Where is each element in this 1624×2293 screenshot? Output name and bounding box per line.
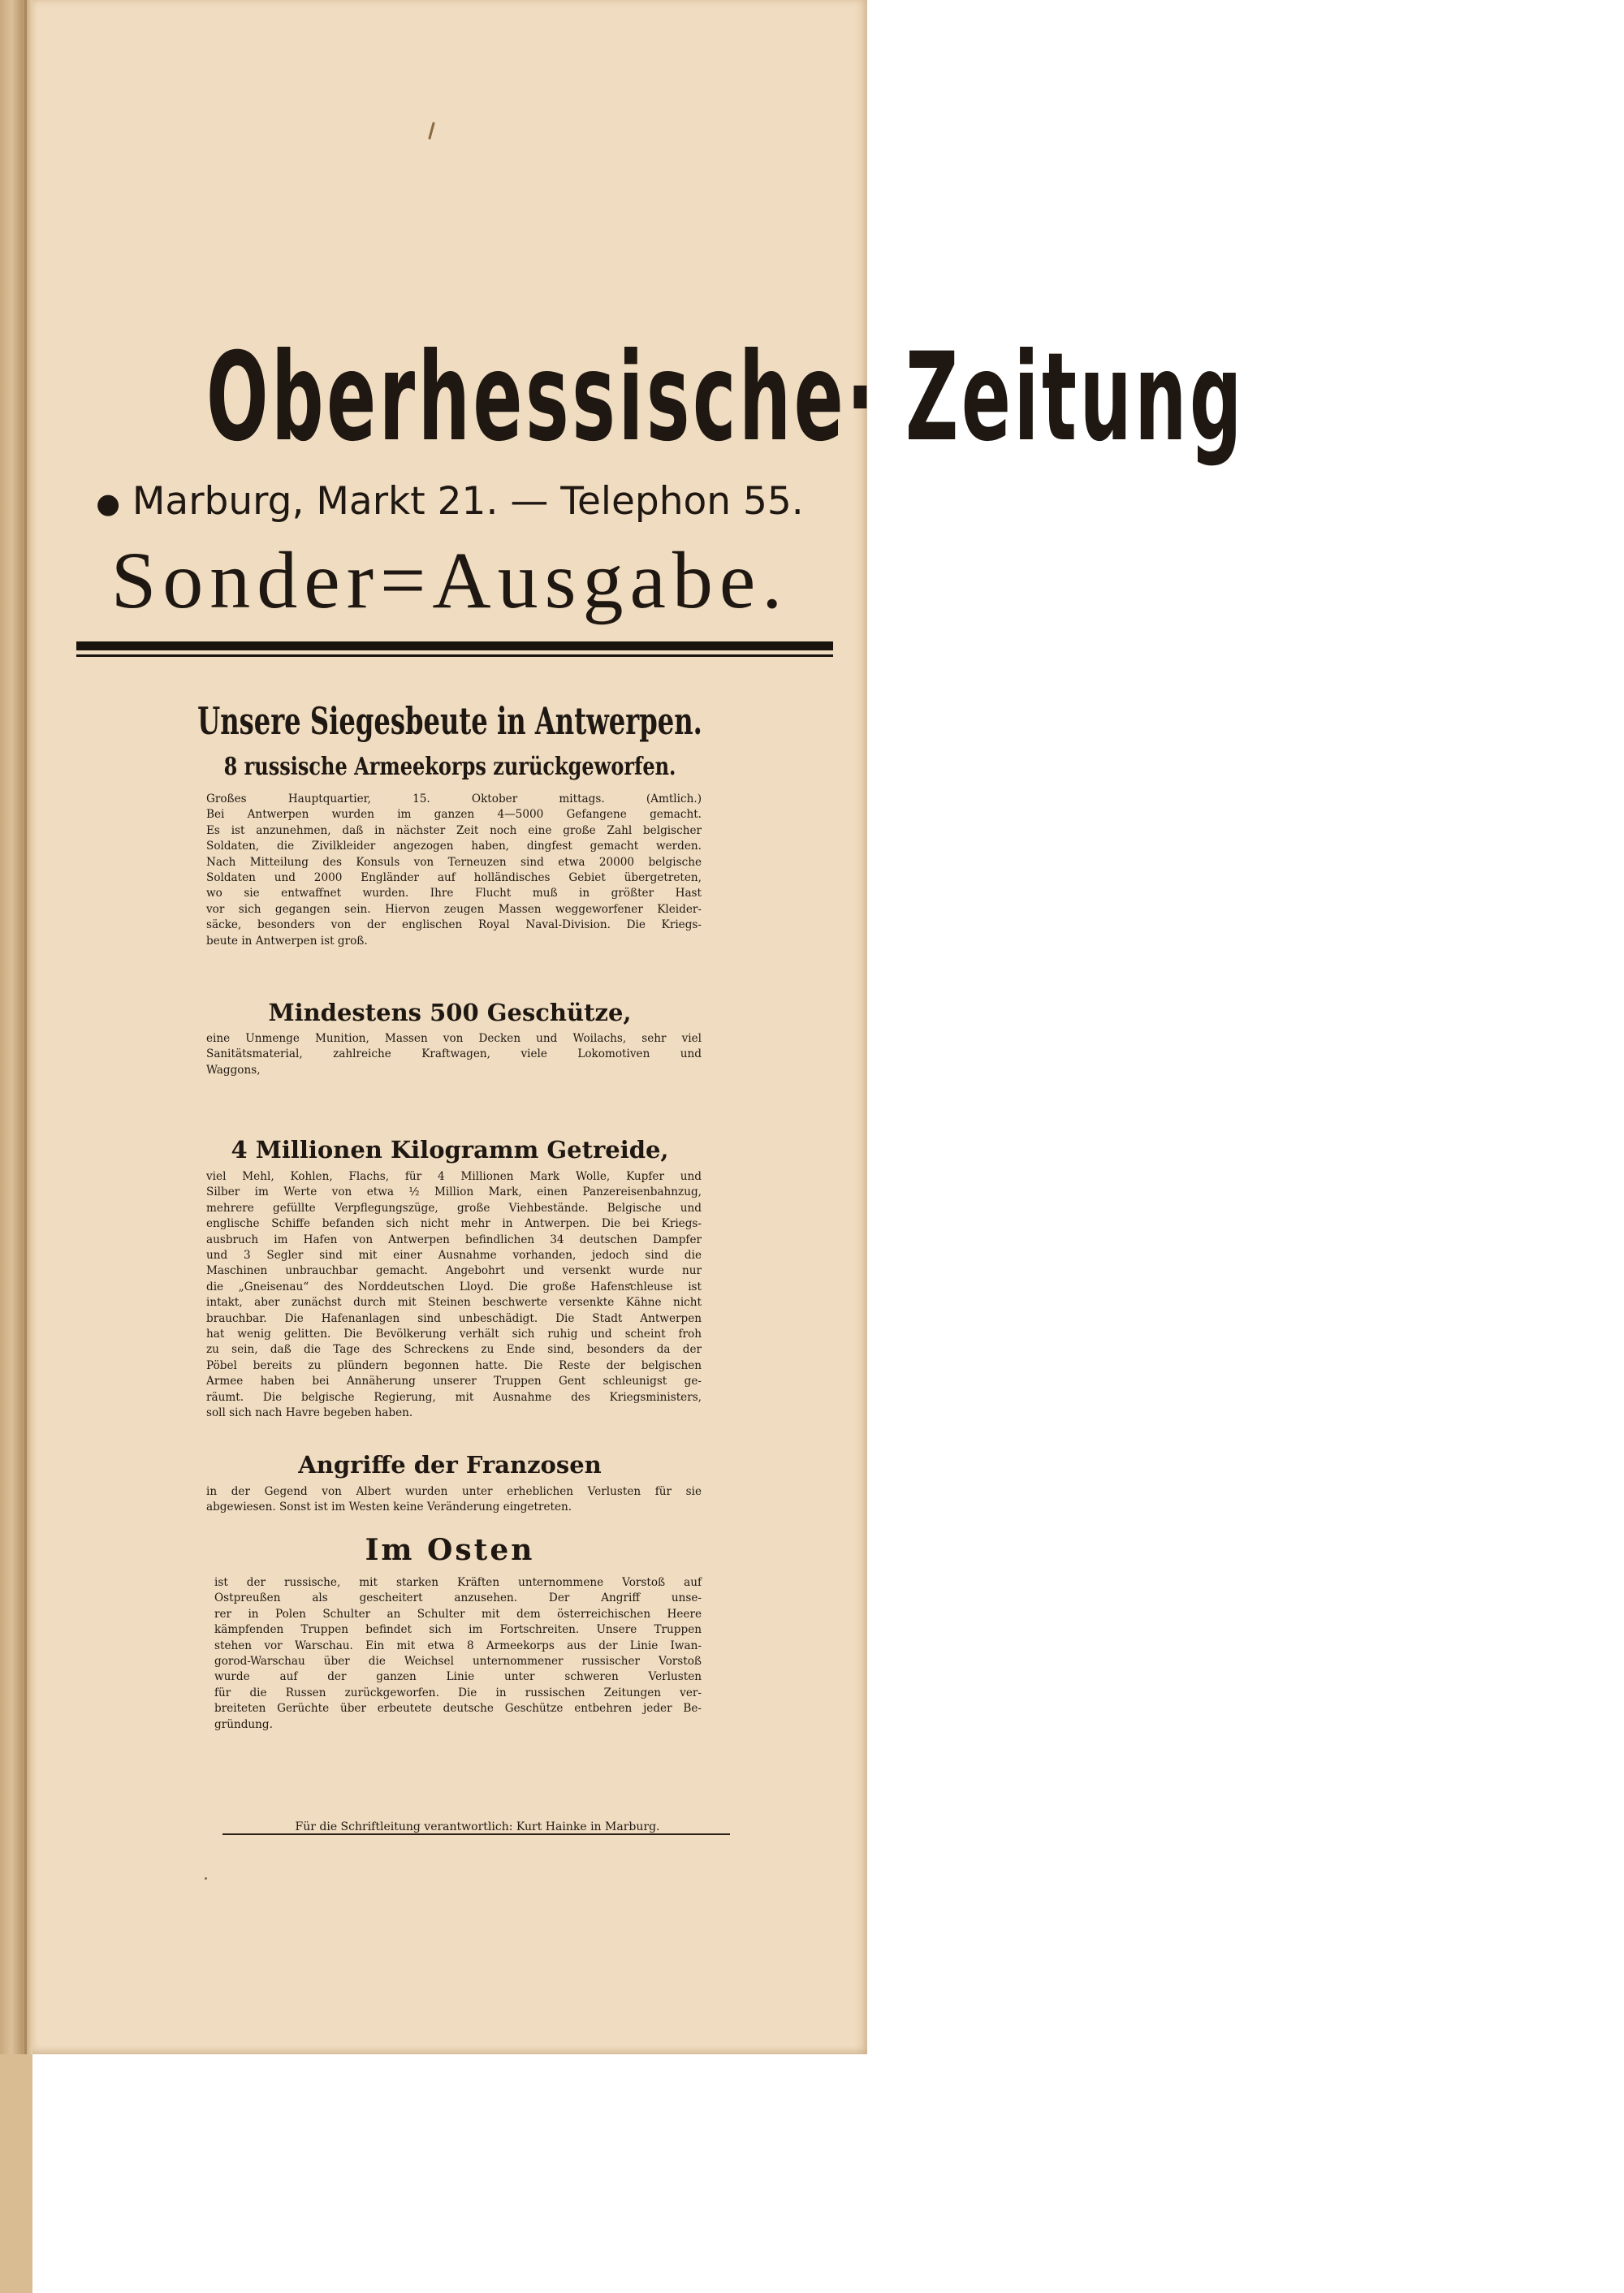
para3-line: englische Schiffe befanden sich nicht mehr in Antwerpen. Die bei Kriegs- — [206, 1217, 702, 1231]
edition-title: Sonder=Ausgabe. — [110, 535, 789, 625]
para3-line: soll sich nach Havre begeben haben. — [206, 1406, 413, 1420]
para5-line: für die Russen zurückgeworfen. Die in russischen Zeitungen ver- — [214, 1686, 702, 1699]
para5-line: rer in Polen Schulter an Schulter mit dem österreichischen Heere — [214, 1607, 702, 1621]
newspaper-title: Oberhessische· Zeitung — [206, 327, 1245, 469]
publisher-address — [44, 477, 856, 529]
para3-line: viel Mehl, Kohlen, Flachs, für 4 Millionen Mark Wolle, Kupfer und — [206, 1170, 702, 1183]
para3-line: Armee haben bei Annäherung unserer Truppen Gent schleunigst ge- — [206, 1375, 702, 1388]
binding-bottom — [0, 2054, 32, 2293]
subhead-grain: 4 Millionen Kilogramm Getreide, — [231, 1136, 669, 1164]
paragraph-4 — [206, 1484, 702, 1516]
para2-line: Sanitätsmaterial, zahlreiche Kraftwagen, viele Lokomotiven und — [206, 1047, 702, 1061]
newspaper-page — [32, 0, 1245, 2054]
paragraph-3 — [206, 1169, 702, 1422]
para3-line: Silber im Werte von etwa ½ Million Mark, einen Panzereisenbahnzug, — [206, 1185, 702, 1199]
para1-line: säcke, besonders von der englischen Royal Naval-Division. Die Kriegs- — [206, 918, 702, 932]
paragraph-1 — [206, 792, 702, 949]
para1-line: Bei Antwerpen wurden im ganzen 4—5000 Gefangene gemacht. — [206, 808, 702, 822]
subhead-guns: Mindestens 500 Geschütze, — [268, 999, 632, 1026]
para4-line: abgewiesen. Sonst ist im Westen keine Veränderung eingetreten. — [206, 1501, 572, 1514]
para5-line: wurde auf der ganzen Linie unter schweren Verlusten — [214, 1670, 702, 1684]
para1-line: vor sich gegangen sein. Hiervon zeugen Massen weggeworfener Kleider- — [206, 902, 702, 916]
para5-line: kämpfenden Truppen befindet sich im Fortschreiten. Unsere Truppen — [214, 1623, 702, 1637]
paper-blemish — [428, 122, 435, 140]
para3-line: hat wenig gelitten. Die Bevölkerung verhält sich ruhig und scheint froh — [206, 1328, 702, 1341]
para3-line: räumt. Die belgische Regierung, mit Ausnahme des Kriegsministers, — [206, 1390, 702, 1404]
sub-headline: 8 russische Armeekorps zurückgeworfen. — [223, 753, 676, 781]
para3-line: zu sein, daß die Tage des Schreckens zu Ende sind, besonders da der — [206, 1343, 702, 1357]
para5-line: breiteten Gerüchte über erbeutete deutsche Geschütze entbehren jeder Be- — [214, 1702, 702, 1716]
para3-line: Pöbel bereits zu plündern begonnen hatte. Die Reste der belgischen — [206, 1358, 702, 1372]
para3-line: intakt, aber zunächst durch mit Steinen beschwerte versenkte Kähne nicht — [206, 1296, 702, 1310]
para5-line: ist der russische, mit starken Kräften unternommene Vorstoß auf — [214, 1576, 702, 1589]
para3-line: und 3 Segler sind mit einer Ausnahme vorhanden, jedoch sind die — [206, 1249, 702, 1263]
masthead-rule-thin — [76, 654, 833, 657]
para1-line: wo sie entwaffnet wurden. Ihre Flucht muß in größter Hast — [206, 887, 702, 900]
para3-line: brauchbar. Die Hafenanlagen sind unbeschädigt. Die Stadt Antwerpen — [206, 1311, 702, 1325]
para1-line: beute in Antwerpen ist groß. — [206, 934, 368, 948]
dateline: Großes Hauptquartier, 15. Oktober mittags. (Amtlich.) — [206, 792, 702, 805]
para1-line: Soldaten, die Zivilkleider angezogen haben, dingfest gemacht werden. — [206, 840, 702, 853]
para1-line: Es ist anzunehmen, daß in nächster Zeit noch eine große Zahl belgischer — [206, 823, 702, 837]
para2-line: Waggons, — [206, 1063, 261, 1077]
footer-credit: Für die Schriftleitung verantwortlich: Kurt Hainke in Marburg. — [295, 1820, 660, 1833]
para1-line: Soldaten und 2000 Engländer auf holländisches Gebiet übergetreten, — [206, 871, 702, 885]
para2-line: eine Unmenge Munition, Massen von Decken und Woilachs, sehr viel — [206, 1032, 702, 1045]
bullet-icon: ● — [96, 487, 120, 520]
para3-line: die „Gneisenau“ des Norddeutschen Lloyd. Die große Hafenschleuse ist — [206, 1280, 702, 1293]
paragraph-5 — [214, 1575, 702, 1733]
para3-line: mehrere gefüllte Verpflegungszüge, große Viehbestände. Belgische und — [206, 1201, 702, 1215]
masthead-rule-thick — [76, 641, 833, 650]
para4-line: in der Gegend von Albert wurden unter erheblichen Verlusten für sie — [206, 1485, 702, 1498]
subhead-french: Angriffe der Franzosen — [298, 1451, 602, 1479]
address-text: Marburg, Markt 21. — Telephon 55. — [132, 479, 804, 524]
para3-line: Maschinen unbrauchbar gemacht. Angebohrt und versenkt wurde nur — [206, 1264, 702, 1278]
para5-line: gründung. — [214, 1717, 273, 1731]
para5-line: stehen vor Warschau. Ein mit etwa 8 Armeekorps aus der Linie Iwan- — [214, 1639, 702, 1652]
para5-line: gorod-Warschau über die Weichsel unternommener russischer Vorstoß — [214, 1655, 702, 1669]
subhead-east: Im Osten — [365, 1533, 535, 1567]
paragraph-2 — [206, 1031, 702, 1078]
para3-line: ausbruch im Hafen von Antwerpen befindlichen 34 deutschen Dampfer — [206, 1233, 702, 1246]
binding-crease — [24, 0, 27, 2293]
para1-line: Nach Mitteilung des Konsuls von Terneuzen sind etwa 20000 belgische — [206, 855, 702, 869]
paper-blemish — [205, 1877, 207, 1880]
book-binding-edge — [0, 0, 32, 2293]
main-headline: Unsere Siegesbeute in Antwerpen. — [197, 699, 702, 743]
para5-line: Ostpreußen als gescheitert anzusehen. Der Angriff unse- — [214, 1591, 702, 1605]
